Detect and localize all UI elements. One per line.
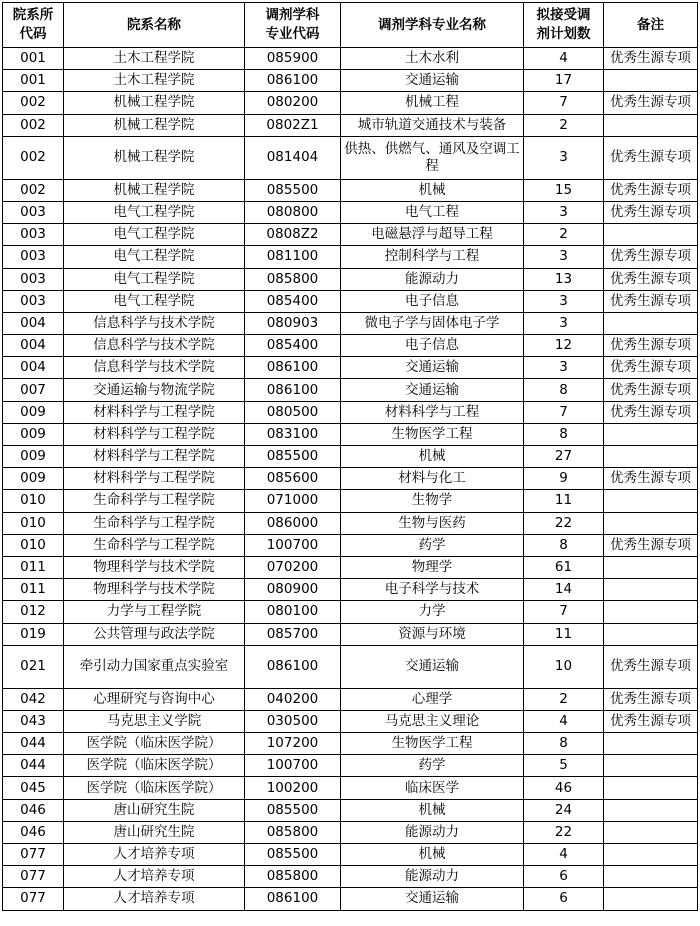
cell-major-name: 供热、供燃气、通风及空调工程 — [341, 136, 524, 179]
header-major-name: 调剂学科专业名称 — [341, 3, 524, 48]
cell-note — [604, 114, 698, 136]
cell-dept-name: 电气工程学院 — [64, 224, 245, 246]
cell-dept-name: 材料科学与工程学院 — [64, 446, 245, 468]
cell-plan-count: 13 — [524, 268, 604, 290]
cell-major-name: 电子科学与技术 — [341, 579, 524, 601]
table-row — [3, 799, 698, 821]
cell-major-name: 电子信息 — [341, 290, 524, 312]
header-dept-name: 院系名称 — [64, 3, 245, 48]
cell-plan-count: 22 — [524, 821, 604, 843]
header-major-code — [245, 3, 341, 48]
cell-dept-code: 009 — [3, 446, 64, 468]
cell-plan-count: 7 — [524, 601, 604, 623]
cell-plan-count: 6 — [524, 866, 604, 888]
cell-dept-code: 010 — [3, 490, 64, 512]
cell-note: 优秀生源专项 — [604, 290, 698, 312]
cell-note — [604, 777, 698, 799]
cell-plan-count: 3 — [524, 136, 604, 179]
cell-plan-count: 2 — [524, 688, 604, 710]
cell-major-code: 086100 — [245, 888, 341, 910]
cell-dept-name: 医学院（临床医学院） — [64, 733, 245, 755]
table-row — [3, 579, 698, 601]
cell-dept-code: 001 — [3, 48, 64, 70]
table-row — [3, 114, 698, 136]
cell-dept-name: 信息科学与技术学院 — [64, 357, 245, 379]
cell-note: 优秀生源专项 — [604, 645, 698, 688]
table-row — [3, 290, 698, 312]
cell-dept-code: 044 — [3, 733, 64, 755]
cell-plan-count: 17 — [524, 70, 604, 92]
cell-note: 优秀生源专项 — [604, 401, 698, 423]
cell-major-code: 085900 — [245, 48, 341, 70]
table-header — [3, 3, 698, 48]
cell-note — [604, 601, 698, 623]
cell-dept-code: 004 — [3, 335, 64, 357]
cell-major-name: 交通运输 — [341, 379, 524, 401]
header-dept-code-line2: 代码 — [19, 26, 47, 42]
cell-dept-name: 土木工程学院 — [64, 70, 245, 92]
header-major-code-line2: 专业代码 — [265, 26, 320, 42]
cell-plan-count: 14 — [524, 579, 604, 601]
cell-dept-code: 011 — [3, 556, 64, 578]
cell-plan-count: 22 — [524, 512, 604, 534]
cell-dept-name: 机械工程学院 — [64, 92, 245, 114]
table-row — [3, 48, 698, 70]
cell-plan-count: 8 — [524, 733, 604, 755]
cell-note: 优秀生源专项 — [604, 710, 698, 732]
cell-dept-code: 042 — [3, 688, 64, 710]
cell-dept-name: 牵引动力国家重点实验室 — [64, 645, 245, 688]
table-row — [3, 601, 698, 623]
table-row — [3, 268, 698, 290]
cell-major-code: 086100 — [245, 70, 341, 92]
cell-dept-name: 电气工程学院 — [64, 201, 245, 223]
cell-plan-count: 3 — [524, 246, 604, 268]
table-row — [3, 490, 698, 512]
cell-major-name: 交通运输 — [341, 70, 524, 92]
cell-major-code: 085800 — [245, 268, 341, 290]
cell-dept-name: 生命科学与工程学院 — [64, 534, 245, 556]
adjustment-plan-table — [2, 2, 698, 911]
table-row — [3, 468, 698, 490]
cell-major-name: 马克思主义理论 — [341, 710, 524, 732]
cell-dept-name: 物理科学与技术学院 — [64, 556, 245, 578]
cell-major-name: 资源与环境 — [341, 623, 524, 645]
cell-dept-code: 003 — [3, 246, 64, 268]
cell-plan-count: 11 — [524, 490, 604, 512]
cell-plan-count: 2 — [524, 114, 604, 136]
cell-note: 优秀生源专项 — [604, 246, 698, 268]
cell-note — [604, 821, 698, 843]
header-major-code-line1: 调剂学科 — [265, 7, 320, 23]
table-row — [3, 534, 698, 556]
cell-major-name: 电气工程 — [341, 201, 524, 223]
cell-major-name: 机械工程 — [341, 92, 524, 114]
cell-note: 优秀生源专项 — [604, 357, 698, 379]
header-dept-code-line1: 院系所 — [12, 7, 54, 23]
table-row — [3, 755, 698, 777]
cell-dept-name: 电气工程学院 — [64, 290, 245, 312]
cell-note — [604, 312, 698, 334]
cell-major-name: 药学 — [341, 534, 524, 556]
table-row — [3, 70, 698, 92]
cell-dept-name: 医学院（临床医学院） — [64, 777, 245, 799]
cell-dept-code: 009 — [3, 468, 64, 490]
table-row — [3, 512, 698, 534]
cell-dept-code: 002 — [3, 136, 64, 179]
cell-note — [604, 512, 698, 534]
cell-note: 优秀生源专项 — [604, 48, 698, 70]
cell-major-code: 085800 — [245, 821, 341, 843]
cell-dept-code: 011 — [3, 579, 64, 601]
cell-plan-count: 8 — [524, 423, 604, 445]
cell-dept-code: 046 — [3, 799, 64, 821]
cell-dept-code: 077 — [3, 844, 64, 866]
cell-plan-count: 3 — [524, 290, 604, 312]
cell-note — [604, 556, 698, 578]
cell-major-code: 086100 — [245, 379, 341, 401]
cell-major-code: 080100 — [245, 601, 341, 623]
cell-dept-name: 唐山研究生院 — [64, 821, 245, 843]
cell-plan-count: 8 — [524, 534, 604, 556]
cell-dept-code: 009 — [3, 401, 64, 423]
cell-major-name: 材料科学与工程 — [341, 401, 524, 423]
cell-note — [604, 733, 698, 755]
cell-major-name: 生物与医药 — [341, 512, 524, 534]
cell-dept-name: 医学院（临床医学院） — [64, 755, 245, 777]
header-plan-count — [524, 3, 604, 48]
cell-dept-code: 003 — [3, 201, 64, 223]
cell-major-code: 080800 — [245, 201, 341, 223]
cell-plan-count: 4 — [524, 710, 604, 732]
cell-major-code: 080900 — [245, 579, 341, 601]
cell-dept-name: 人才培养专项 — [64, 888, 245, 910]
cell-plan-count: 46 — [524, 777, 604, 799]
cell-major-code: 107200 — [245, 733, 341, 755]
cell-dept-name: 信息科学与技术学院 — [64, 312, 245, 334]
cell-major-code: 086000 — [245, 512, 341, 534]
cell-major-name: 交通运输 — [341, 645, 524, 688]
cell-plan-count: 11 — [524, 623, 604, 645]
cell-major-name: 电子信息 — [341, 335, 524, 357]
cell-note: 优秀生源专项 — [604, 136, 698, 179]
cell-dept-name: 土木工程学院 — [64, 48, 245, 70]
cell-plan-count: 6 — [524, 888, 604, 910]
cell-note: 优秀生源专项 — [604, 688, 698, 710]
cell-dept-code: 003 — [3, 268, 64, 290]
cell-major-code: 081404 — [245, 136, 341, 179]
cell-major-code: 100700 — [245, 534, 341, 556]
cell-dept-code: 010 — [3, 534, 64, 556]
cell-major-code: 081100 — [245, 246, 341, 268]
table-row — [3, 224, 698, 246]
cell-major-code: 085500 — [245, 446, 341, 468]
table-row — [3, 446, 698, 468]
header-note: 备注 — [604, 3, 698, 48]
cell-dept-name: 机械工程学院 — [64, 136, 245, 179]
cell-major-code: 085500 — [245, 844, 341, 866]
cell-dept-code: 012 — [3, 601, 64, 623]
cell-note: 优秀生源专项 — [604, 179, 698, 201]
cell-major-code: 080903 — [245, 312, 341, 334]
table-row — [3, 423, 698, 445]
cell-major-name: 生物医学工程 — [341, 733, 524, 755]
cell-dept-code: 002 — [3, 179, 64, 201]
table-row — [3, 179, 698, 201]
cell-note: 优秀生源专项 — [604, 201, 698, 223]
cell-dept-name: 电气工程学院 — [64, 246, 245, 268]
cell-plan-count: 10 — [524, 645, 604, 688]
cell-dept-name: 马克思主义学院 — [64, 710, 245, 732]
header-plan-count-line2: 剂计划数 — [536, 26, 591, 42]
cell-dept-name: 机械工程学院 — [64, 179, 245, 201]
table-row — [3, 844, 698, 866]
cell-dept-code: 045 — [3, 777, 64, 799]
cell-dept-name: 交通运输与物流学院 — [64, 379, 245, 401]
cell-major-name: 机械 — [341, 799, 524, 821]
cell-note: 优秀生源专项 — [604, 534, 698, 556]
table-row — [3, 335, 698, 357]
header-plan-count-line1: 拟接受调 — [536, 7, 591, 23]
cell-dept-name: 材料科学与工程学院 — [64, 468, 245, 490]
cell-major-name: 机械 — [341, 844, 524, 866]
cell-note — [604, 224, 698, 246]
cell-major-name: 临床医学 — [341, 777, 524, 799]
cell-major-code: 080200 — [245, 92, 341, 114]
cell-dept-name: 物理科学与技术学院 — [64, 579, 245, 601]
cell-dept-code: 003 — [3, 290, 64, 312]
cell-major-name: 交通运输 — [341, 888, 524, 910]
cell-plan-count: 27 — [524, 446, 604, 468]
table-row — [3, 645, 698, 688]
table-row — [3, 246, 698, 268]
cell-major-name: 药学 — [341, 755, 524, 777]
cell-dept-code: 010 — [3, 512, 64, 534]
cell-major-code: 083100 — [245, 423, 341, 445]
cell-major-name: 微电子学与固体电子学 — [341, 312, 524, 334]
cell-note — [604, 888, 698, 910]
table-row — [3, 556, 698, 578]
cell-major-name: 力学 — [341, 601, 524, 623]
cell-major-name: 电磁悬浮与超导工程 — [341, 224, 524, 246]
cell-dept-code: 077 — [3, 888, 64, 910]
cell-dept-code: 002 — [3, 114, 64, 136]
cell-dept-code: 021 — [3, 645, 64, 688]
cell-major-code: 071000 — [245, 490, 341, 512]
table-row — [3, 777, 698, 799]
table-body — [3, 48, 698, 911]
cell-plan-count: 4 — [524, 48, 604, 70]
table-row — [3, 733, 698, 755]
table-row — [3, 379, 698, 401]
table-row — [3, 888, 698, 910]
cell-plan-count: 15 — [524, 179, 604, 201]
cell-major-code: 0808Z2 — [245, 224, 341, 246]
cell-major-name: 能源动力 — [341, 866, 524, 888]
cell-major-name: 生物医学工程 — [341, 423, 524, 445]
cell-note — [604, 799, 698, 821]
cell-major-name: 机械 — [341, 446, 524, 468]
cell-plan-count: 2 — [524, 224, 604, 246]
cell-major-code: 085400 — [245, 290, 341, 312]
cell-plan-count: 61 — [524, 556, 604, 578]
cell-dept-code: 046 — [3, 821, 64, 843]
header-dept-code — [3, 3, 64, 48]
cell-note — [604, 446, 698, 468]
cell-dept-code: 043 — [3, 710, 64, 732]
cell-note — [604, 579, 698, 601]
cell-major-name: 能源动力 — [341, 821, 524, 843]
cell-dept-code: 009 — [3, 423, 64, 445]
cell-note: 优秀生源专项 — [604, 468, 698, 490]
cell-note — [604, 844, 698, 866]
cell-dept-name: 机械工程学院 — [64, 114, 245, 136]
table-row — [3, 401, 698, 423]
cell-dept-code: 044 — [3, 755, 64, 777]
header-row — [3, 3, 698, 48]
table-row — [3, 312, 698, 334]
cell-dept-code: 001 — [3, 70, 64, 92]
cell-major-code: 085700 — [245, 623, 341, 645]
cell-dept-code: 007 — [3, 379, 64, 401]
cell-plan-count: 4 — [524, 844, 604, 866]
cell-plan-count: 12 — [524, 335, 604, 357]
cell-dept-name: 材料科学与工程学院 — [64, 423, 245, 445]
cell-dept-name: 生命科学与工程学院 — [64, 512, 245, 534]
table-row — [3, 821, 698, 843]
cell-note: 优秀生源专项 — [604, 268, 698, 290]
cell-dept-name: 人才培养专项 — [64, 866, 245, 888]
cell-plan-count: 3 — [524, 201, 604, 223]
cell-major-name: 心理学 — [341, 688, 524, 710]
cell-major-name: 控制科学与工程 — [341, 246, 524, 268]
table-row — [3, 201, 698, 223]
cell-dept-name: 材料科学与工程学院 — [64, 401, 245, 423]
cell-dept-name: 心理研究与咨询中心 — [64, 688, 245, 710]
cell-major-code: 086100 — [245, 357, 341, 379]
table-row — [3, 357, 698, 379]
cell-plan-count: 24 — [524, 799, 604, 821]
cell-note — [604, 70, 698, 92]
cell-major-code: 085600 — [245, 468, 341, 490]
cell-dept-name: 电气工程学院 — [64, 268, 245, 290]
cell-major-code: 030500 — [245, 710, 341, 732]
cell-dept-code: 004 — [3, 312, 64, 334]
cell-major-name: 城市轨道交通技术与装备 — [341, 114, 524, 136]
cell-plan-count: 7 — [524, 401, 604, 423]
table-row — [3, 623, 698, 645]
cell-major-code: 070200 — [245, 556, 341, 578]
cell-dept-name: 力学与工程学院 — [64, 601, 245, 623]
table-row — [3, 92, 698, 114]
cell-note: 优秀生源专项 — [604, 92, 698, 114]
cell-plan-count: 8 — [524, 379, 604, 401]
cell-dept-code: 004 — [3, 357, 64, 379]
cell-major-name: 交通运输 — [341, 357, 524, 379]
cell-major-name: 能源动力 — [341, 268, 524, 290]
cell-dept-code: 002 — [3, 92, 64, 114]
cell-note: 优秀生源专项 — [604, 335, 698, 357]
cell-plan-count: 7 — [524, 92, 604, 114]
cell-major-name: 材料与化工 — [341, 468, 524, 490]
cell-dept-name: 信息科学与技术学院 — [64, 335, 245, 357]
cell-dept-code: 019 — [3, 623, 64, 645]
cell-dept-name: 生命科学与工程学院 — [64, 490, 245, 512]
cell-major-name: 机械 — [341, 179, 524, 201]
cell-plan-count: 3 — [524, 357, 604, 379]
cell-note — [604, 623, 698, 645]
cell-plan-count: 3 — [524, 312, 604, 334]
table-row — [3, 688, 698, 710]
cell-major-code: 085800 — [245, 866, 341, 888]
cell-note — [604, 490, 698, 512]
cell-major-code: 0802Z1 — [245, 114, 341, 136]
cell-dept-code: 077 — [3, 866, 64, 888]
cell-plan-count: 5 — [524, 755, 604, 777]
cell-major-code: 085500 — [245, 799, 341, 821]
cell-major-code: 040200 — [245, 688, 341, 710]
cell-major-name: 生物学 — [341, 490, 524, 512]
table-row — [3, 136, 698, 179]
cell-dept-code: 003 — [3, 224, 64, 246]
cell-dept-name: 人才培养专项 — [64, 844, 245, 866]
cell-note: 优秀生源专项 — [604, 379, 698, 401]
cell-major-name: 物理学 — [341, 556, 524, 578]
cell-dept-name: 公共管理与政法学院 — [64, 623, 245, 645]
cell-note — [604, 423, 698, 445]
cell-plan-count: 9 — [524, 468, 604, 490]
cell-major-code: 086100 — [245, 645, 341, 688]
cell-dept-name: 唐山研究生院 — [64, 799, 245, 821]
table-row — [3, 866, 698, 888]
cell-major-code: 080500 — [245, 401, 341, 423]
table-row — [3, 710, 698, 732]
cell-major-code: 085400 — [245, 335, 341, 357]
cell-major-name: 土木水利 — [341, 48, 524, 70]
cell-major-code: 100200 — [245, 777, 341, 799]
cell-note — [604, 866, 698, 888]
cell-major-code: 085500 — [245, 179, 341, 201]
cell-note — [604, 755, 698, 777]
cell-major-code: 100700 — [245, 755, 341, 777]
